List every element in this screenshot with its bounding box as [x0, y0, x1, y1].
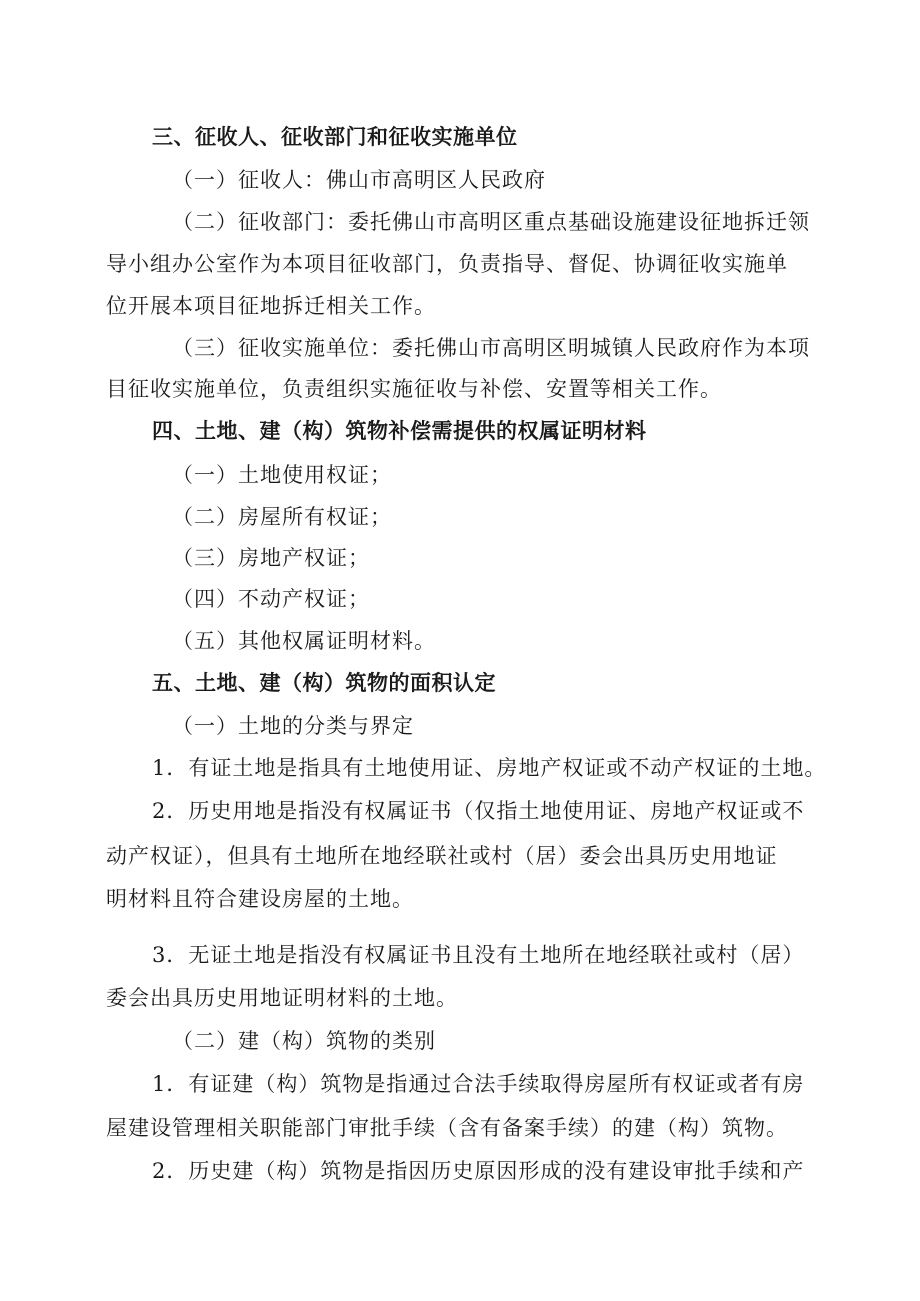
list-item: （一）土地使用权证；	[172, 463, 392, 487]
paragraph-line: （一）征收人：佛山市高明区人民政府	[172, 168, 546, 192]
paragraph-line: 委会出具历史用地证明材料的土地。	[106, 986, 458, 1010]
paragraph-line: 动产权证），但具有土地所在地经联社或村（居）委会出具历史用地证	[106, 844, 778, 868]
paragraph-line: 1．有证土地是指具有土地使用证、房地产权证或不动产权证的土地。	[152, 756, 827, 780]
paragraph-line: 导小组办公室作为本项目征收部门，负责指导、督促、协调征收实施单	[106, 252, 788, 276]
subsection-heading: （一）土地的分类与界定	[172, 714, 414, 738]
paragraph-line: 屋建设管理相关职能部门审批手续（含有备案手续）的建（构）筑物。	[106, 1116, 788, 1140]
paragraph-line: 3．无证土地是指没有权属证书且没有土地所在地经联社或村（居）	[152, 943, 805, 967]
section-heading-4: 四、土地、建（构）筑物补偿需提供的权属证明材料	[152, 419, 647, 443]
paragraph-line: 目征收实施单位，负责组织实施征收与补偿、安置等相关工作。	[106, 377, 722, 401]
paragraph-line: （二）征收部门：委托佛山市高明区重点基础设施建设征地拆迁领	[172, 210, 810, 234]
paragraph-line: 2．历史用地是指没有权属证书（仅指土地使用证、房地产权证或不	[152, 799, 805, 823]
paragraph-line: 明材料且符合建设房屋的土地。	[106, 887, 414, 911]
section-heading-5: 五、土地、建（构）筑物的面积认定	[152, 671, 496, 695]
paragraph-line: 1．有证建（构）筑物是指通过合法手续取得房屋所有权证或者有房	[152, 1072, 805, 1096]
list-item: （三）房地产权证；	[172, 546, 370, 570]
list-item: （四）不动产权证；	[172, 587, 370, 611]
paragraph-line: 2．历史建（构）筑物是指因历史原因形成的没有建设审批手续和产	[152, 1159, 805, 1183]
list-item: （五）其他权属证明材料。	[172, 629, 436, 653]
paragraph-line: 位开展本项目征地拆迁相关工作。	[106, 294, 436, 318]
section-heading-3: 三、征收人、征收部门和征收实施单位	[152, 125, 518, 149]
subsection-heading: （二）建（构）筑物的类别	[172, 1029, 436, 1053]
list-item: （二）房屋所有权证；	[172, 505, 392, 529]
paragraph-line: （三）征收实施单位：委托佛山市高明区明城镇人民政府作为本项	[172, 336, 810, 360]
